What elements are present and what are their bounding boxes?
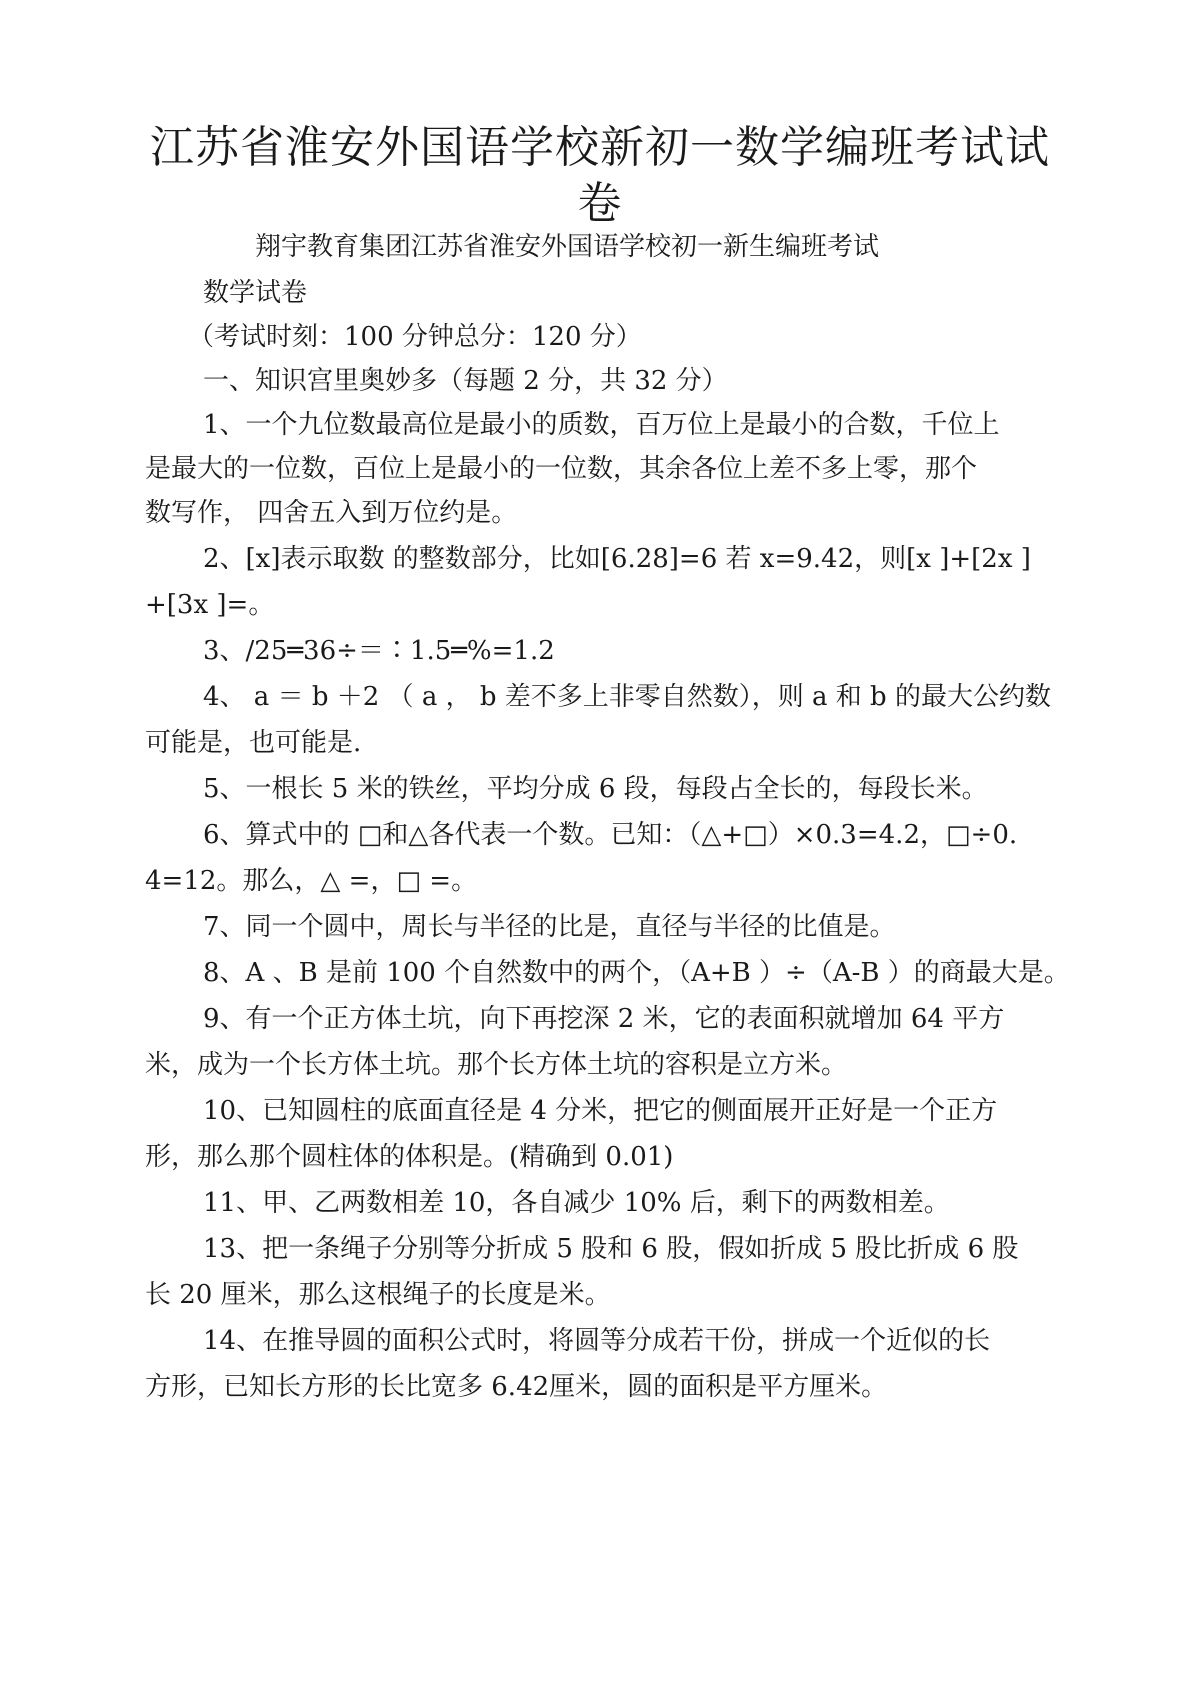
question-line: 6、算式中的 □和△各代表一个数。已知：（△+□）×0.3=4.2，□÷0. [203, 820, 1018, 850]
paper-name: 数学试卷 [203, 278, 308, 308]
exam-subtitle: 翔宇教育集团江苏省淮安外国语学校初一新生编班考试 [255, 232, 880, 262]
question-line: 8、A 、B 是前 100 个自然数中的两个，（A+B ）÷（A-B ）的商最大是。 [203, 958, 1070, 988]
question-line: 4、 a ＝ b ＋2 （ a ， b 差不多上非零自然数），则 a 和 b 的最大公约数 [203, 682, 1051, 712]
question-line: 5、一根长 5 米的铁丝，平均分成 6 段，每段占全长的，每段长米。 [203, 774, 988, 804]
question-line: +[3x ]=。 [145, 590, 275, 620]
question-line: 2、[x]表示取数 的整数部分，比如[6.28]=6 若 x=9.42，则[x ]+[2x ] [203, 544, 1031, 574]
question-line: 9、有一个正方体土坑，向下再挖深 2 米，它的表面积就增加 64 平方 [203, 1004, 1005, 1034]
question-line: 11、甲、乙两数相差 10，各自减少 10% 后，剩下的两数相差。 [203, 1188, 950, 1218]
question-line: 长 20 厘米，那么这根绳子的长度是米。 [145, 1280, 611, 1310]
question-line: 4=12。那么，△ =，□ =。 [145, 866, 478, 896]
question-line: 形，那么那个圆柱体的体积是。(精确到 0.01) [145, 1142, 674, 1172]
question-line: 10、已知圆柱的底面直径是 4 分米，把它的侧面展开正好是一个正方 [203, 1096, 998, 1126]
question-line: 14、在推导圆的面积公式时，将圆等分成若干份，拼成一个近似的长 [203, 1326, 991, 1356]
question-line: 米，成为一个长方体土坑。那个长方体土坑的容积是立方米。 [145, 1050, 848, 1080]
document-title: 江苏省淮安外国语学校新初一数学编班考试试卷 [150, 122, 1050, 229]
question-line: 13、把一条绳子分别等分折成 5 股和 6 股，假如折成 5 股比折成 6 股 [203, 1234, 1019, 1264]
question-line: 3、/25═36÷＝∶1.5═%=1.2 [203, 636, 555, 666]
question-line: 方形，已知长方形的长比宽多 6.42厘米，圆的面积是平方厘米。 [145, 1372, 888, 1402]
question-line: 1、一个九位数最高位是最小的质数，百万位上是最小的合数，千位上 [203, 410, 1000, 440]
question-line: 7、同一个圆中，周长与半径的比是，直径与半径的比值是。 [203, 912, 896, 942]
question-line: 是最大的一位数，百位上是最小的一位数，其余各位上差不多上零，那个 [145, 454, 978, 484]
section-heading: 一、知识宫里奥妙多（每题 2 分，共 32 分） [203, 366, 728, 396]
question-line: 可能是，也可能是. [145, 728, 362, 758]
question-line: 数写作， 四舍五入到万位约是。 [145, 498, 518, 528]
exam-info: （考试时刻：100 分钟总分：120 分） [188, 322, 642, 352]
